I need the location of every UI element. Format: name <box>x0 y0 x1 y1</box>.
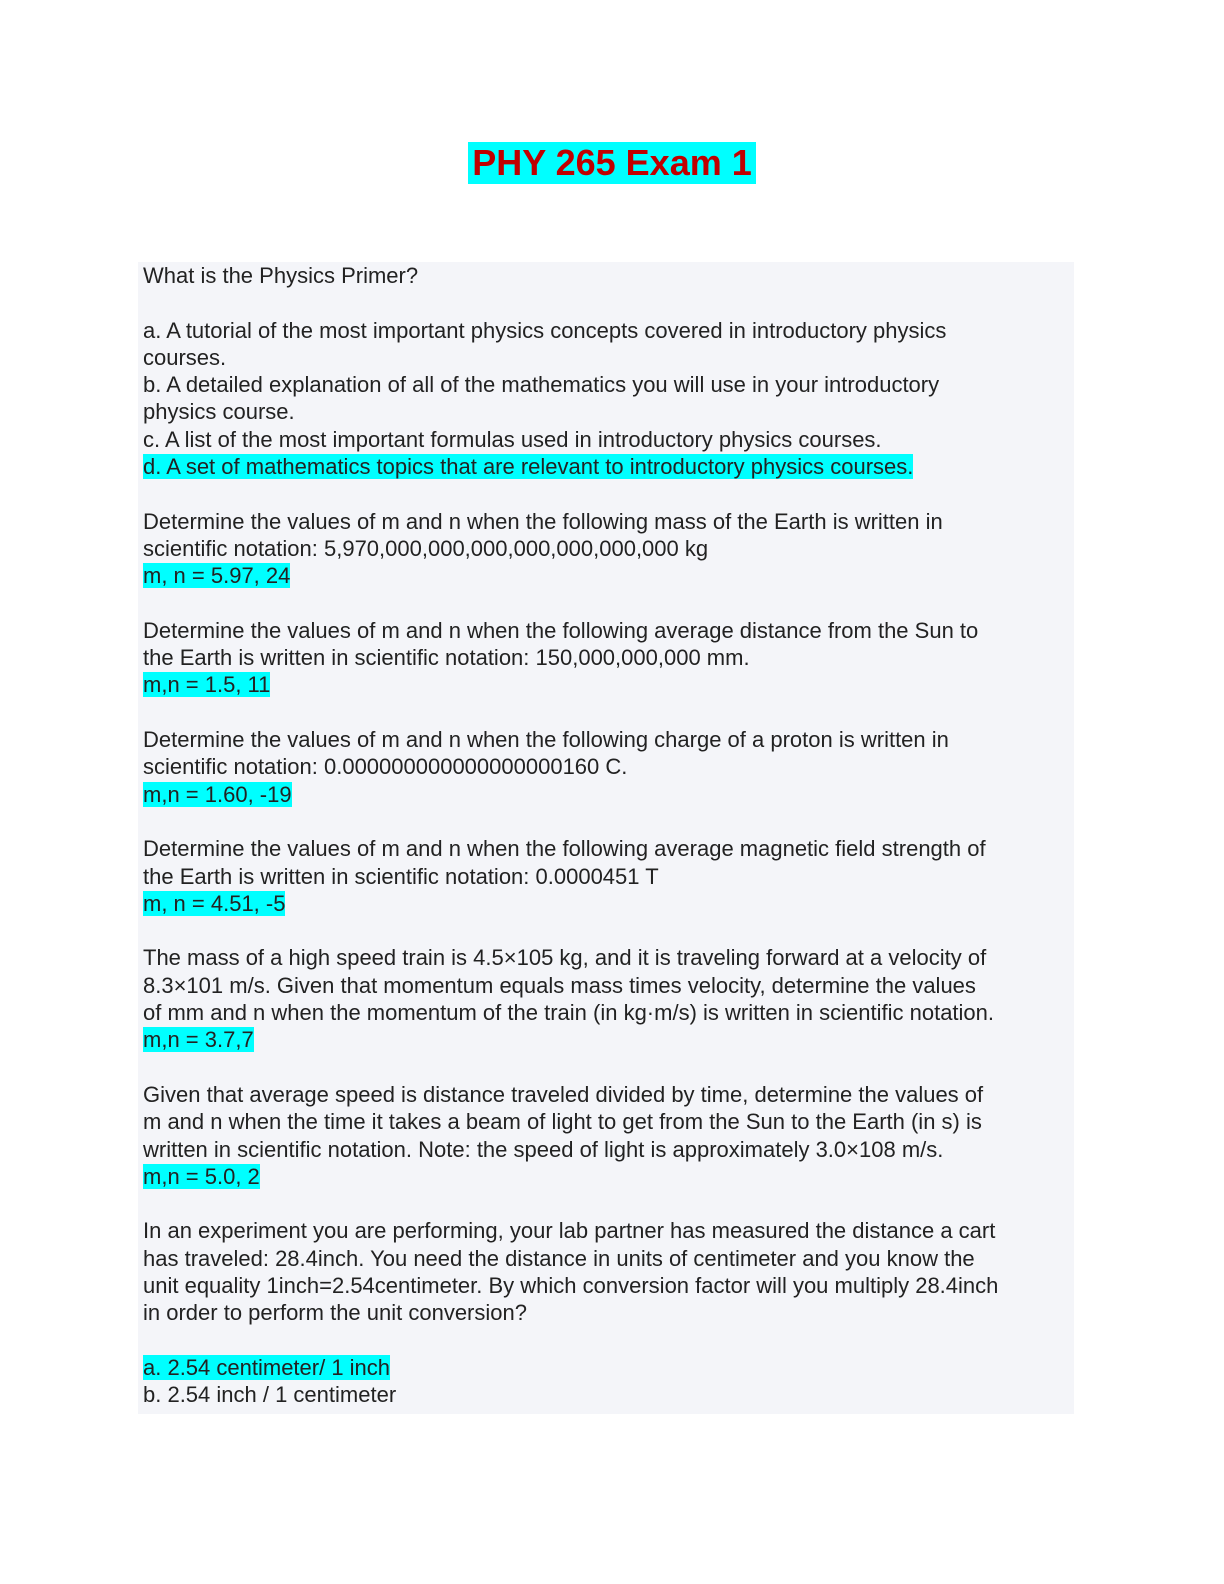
answer-text: d. A set of mathematics topics that are relevant to introductory physics courses. <box>143 454 914 480</box>
answer-text: m, n = 5.97, 24 <box>143 563 291 589</box>
highlighted-answer-line <box>143 562 1074 589</box>
text-line <box>143 1245 1074 1272</box>
line-text: a. A tutorial of the most important physics concepts covered in introductory physics <box>143 317 947 343</box>
line-text: the Earth is written in scientific notation: 150,000,000,000 mm. <box>143 645 750 671</box>
line-text: scientific notation: 0.000000000000000000160 C. <box>143 754 628 780</box>
text-line <box>143 972 1074 999</box>
text-line <box>143 426 1074 453</box>
line-text: Determine the values of m and n when the following mass of the Earth is written in <box>143 508 943 534</box>
line-text: courses. <box>143 344 227 370</box>
text-line <box>143 317 1074 344</box>
answer-text: a. 2.54 centimeter/ 1 inch <box>143 1354 391 1380</box>
text-line <box>143 1299 1074 1326</box>
text-line <box>143 344 1074 371</box>
answer-text: m,n = 1.5, 11 <box>143 672 271 698</box>
blank-line <box>143 480 1074 507</box>
line-text: Determine the values of m and n when the following average magnetic field strength of <box>143 836 986 862</box>
line-text: scientific notation: 5,970,000,000,000,000,000,000,000 kg <box>143 535 709 561</box>
blank-line <box>143 1327 1074 1354</box>
text-line <box>143 1081 1074 1108</box>
line-text: in order to perform the unit conversion? <box>143 1300 527 1326</box>
text-line <box>143 398 1074 425</box>
highlighted-answer-line <box>143 781 1074 808</box>
line-text: physics course. <box>143 399 295 425</box>
line-text: of mm and n when the momentum of the train (in kg·m/s) is written in scientific notation. <box>143 1000 995 1026</box>
text-line <box>143 1381 1074 1408</box>
line-text: written in scientific notation. Note: the speed of light is approximately 3.0×108 m/s. <box>143 1136 944 1162</box>
text-line <box>143 753 1074 780</box>
blank-line <box>143 917 1074 944</box>
text-line <box>143 835 1074 862</box>
line-text: What is the Physics Primer? <box>143 263 419 288</box>
title-wrapper <box>0 142 1224 184</box>
blank-line <box>143 1054 1074 1081</box>
text-line <box>143 262 1074 289</box>
answer-text: m,n = 3.7,7 <box>143 1027 254 1053</box>
text-line <box>143 617 1074 644</box>
text-line <box>143 1136 1074 1163</box>
line-text: The mass of a high speed train is 4.5×105 kg, and it is traveling forward at a velocity of <box>143 945 987 971</box>
line-text: b. A detailed explanation of all of the mathematics you will use in your introductory <box>143 372 940 398</box>
line-text: Determine the values of m and n when the following charge of a proton is written in <box>143 727 949 753</box>
text-line <box>143 726 1074 753</box>
text-line <box>143 371 1074 398</box>
exam-content <box>138 262 1074 1414</box>
answer-text: m, n = 4.51, -5 <box>143 890 286 916</box>
highlighted-answer-line <box>143 890 1074 917</box>
line-text: b. 2.54 inch / 1 centimeter <box>143 1382 397 1408</box>
text-line <box>143 508 1074 535</box>
blank-line <box>143 1190 1074 1217</box>
line-text: c. A list of the most important formulas used in introductory physics courses. <box>143 426 882 452</box>
line-text: In an experiment you are performing, your lab partner has measured the distance a cart <box>143 1218 996 1244</box>
text-line <box>143 1272 1074 1299</box>
text-line <box>143 644 1074 671</box>
highlighted-answer-line <box>143 1163 1074 1190</box>
blank-line <box>143 699 1074 726</box>
text-line <box>143 1108 1074 1135</box>
line-text: has traveled: 28.4inch. You need the distance in units of centimeter and you know the <box>143 1245 975 1271</box>
line-text: Determine the values of m and n when the following average distance from the Sun to <box>143 617 979 643</box>
text-line <box>143 863 1074 890</box>
line-text: 8.3×101 m/s. Given that momentum equals mass times velocity, determine the values <box>143 972 976 998</box>
blank-line <box>143 808 1074 835</box>
text-line <box>143 535 1074 562</box>
text-line <box>143 1217 1074 1244</box>
highlighted-answer-line <box>143 1354 1074 1381</box>
highlighted-answer-line <box>143 453 1074 480</box>
answer-text: m,n = 5.0, 2 <box>143 1163 260 1189</box>
text-line <box>143 999 1074 1026</box>
highlighted-answer-line <box>143 671 1074 698</box>
answer-text: m,n = 1.60, -19 <box>143 781 292 807</box>
line-text: m and n when the time it takes a beam of light to get from the Sun to the Earth (in s) is <box>143 1109 982 1135</box>
blank-line <box>143 590 1074 617</box>
text-line <box>143 944 1074 971</box>
blank-line <box>143 289 1074 316</box>
page-title: PHY 265 Exam 1 <box>468 142 756 184</box>
highlighted-answer-line <box>143 1026 1074 1053</box>
line-text: the Earth is written in scientific notation: 0.0000451 T <box>143 863 659 889</box>
line-text: Given that average speed is distance traveled divided by time, determine the values of <box>143 1081 984 1107</box>
line-text: unit equality 1inch=2.54centimeter. By which conversion factor will you multiply 28.4inch <box>143 1272 999 1298</box>
